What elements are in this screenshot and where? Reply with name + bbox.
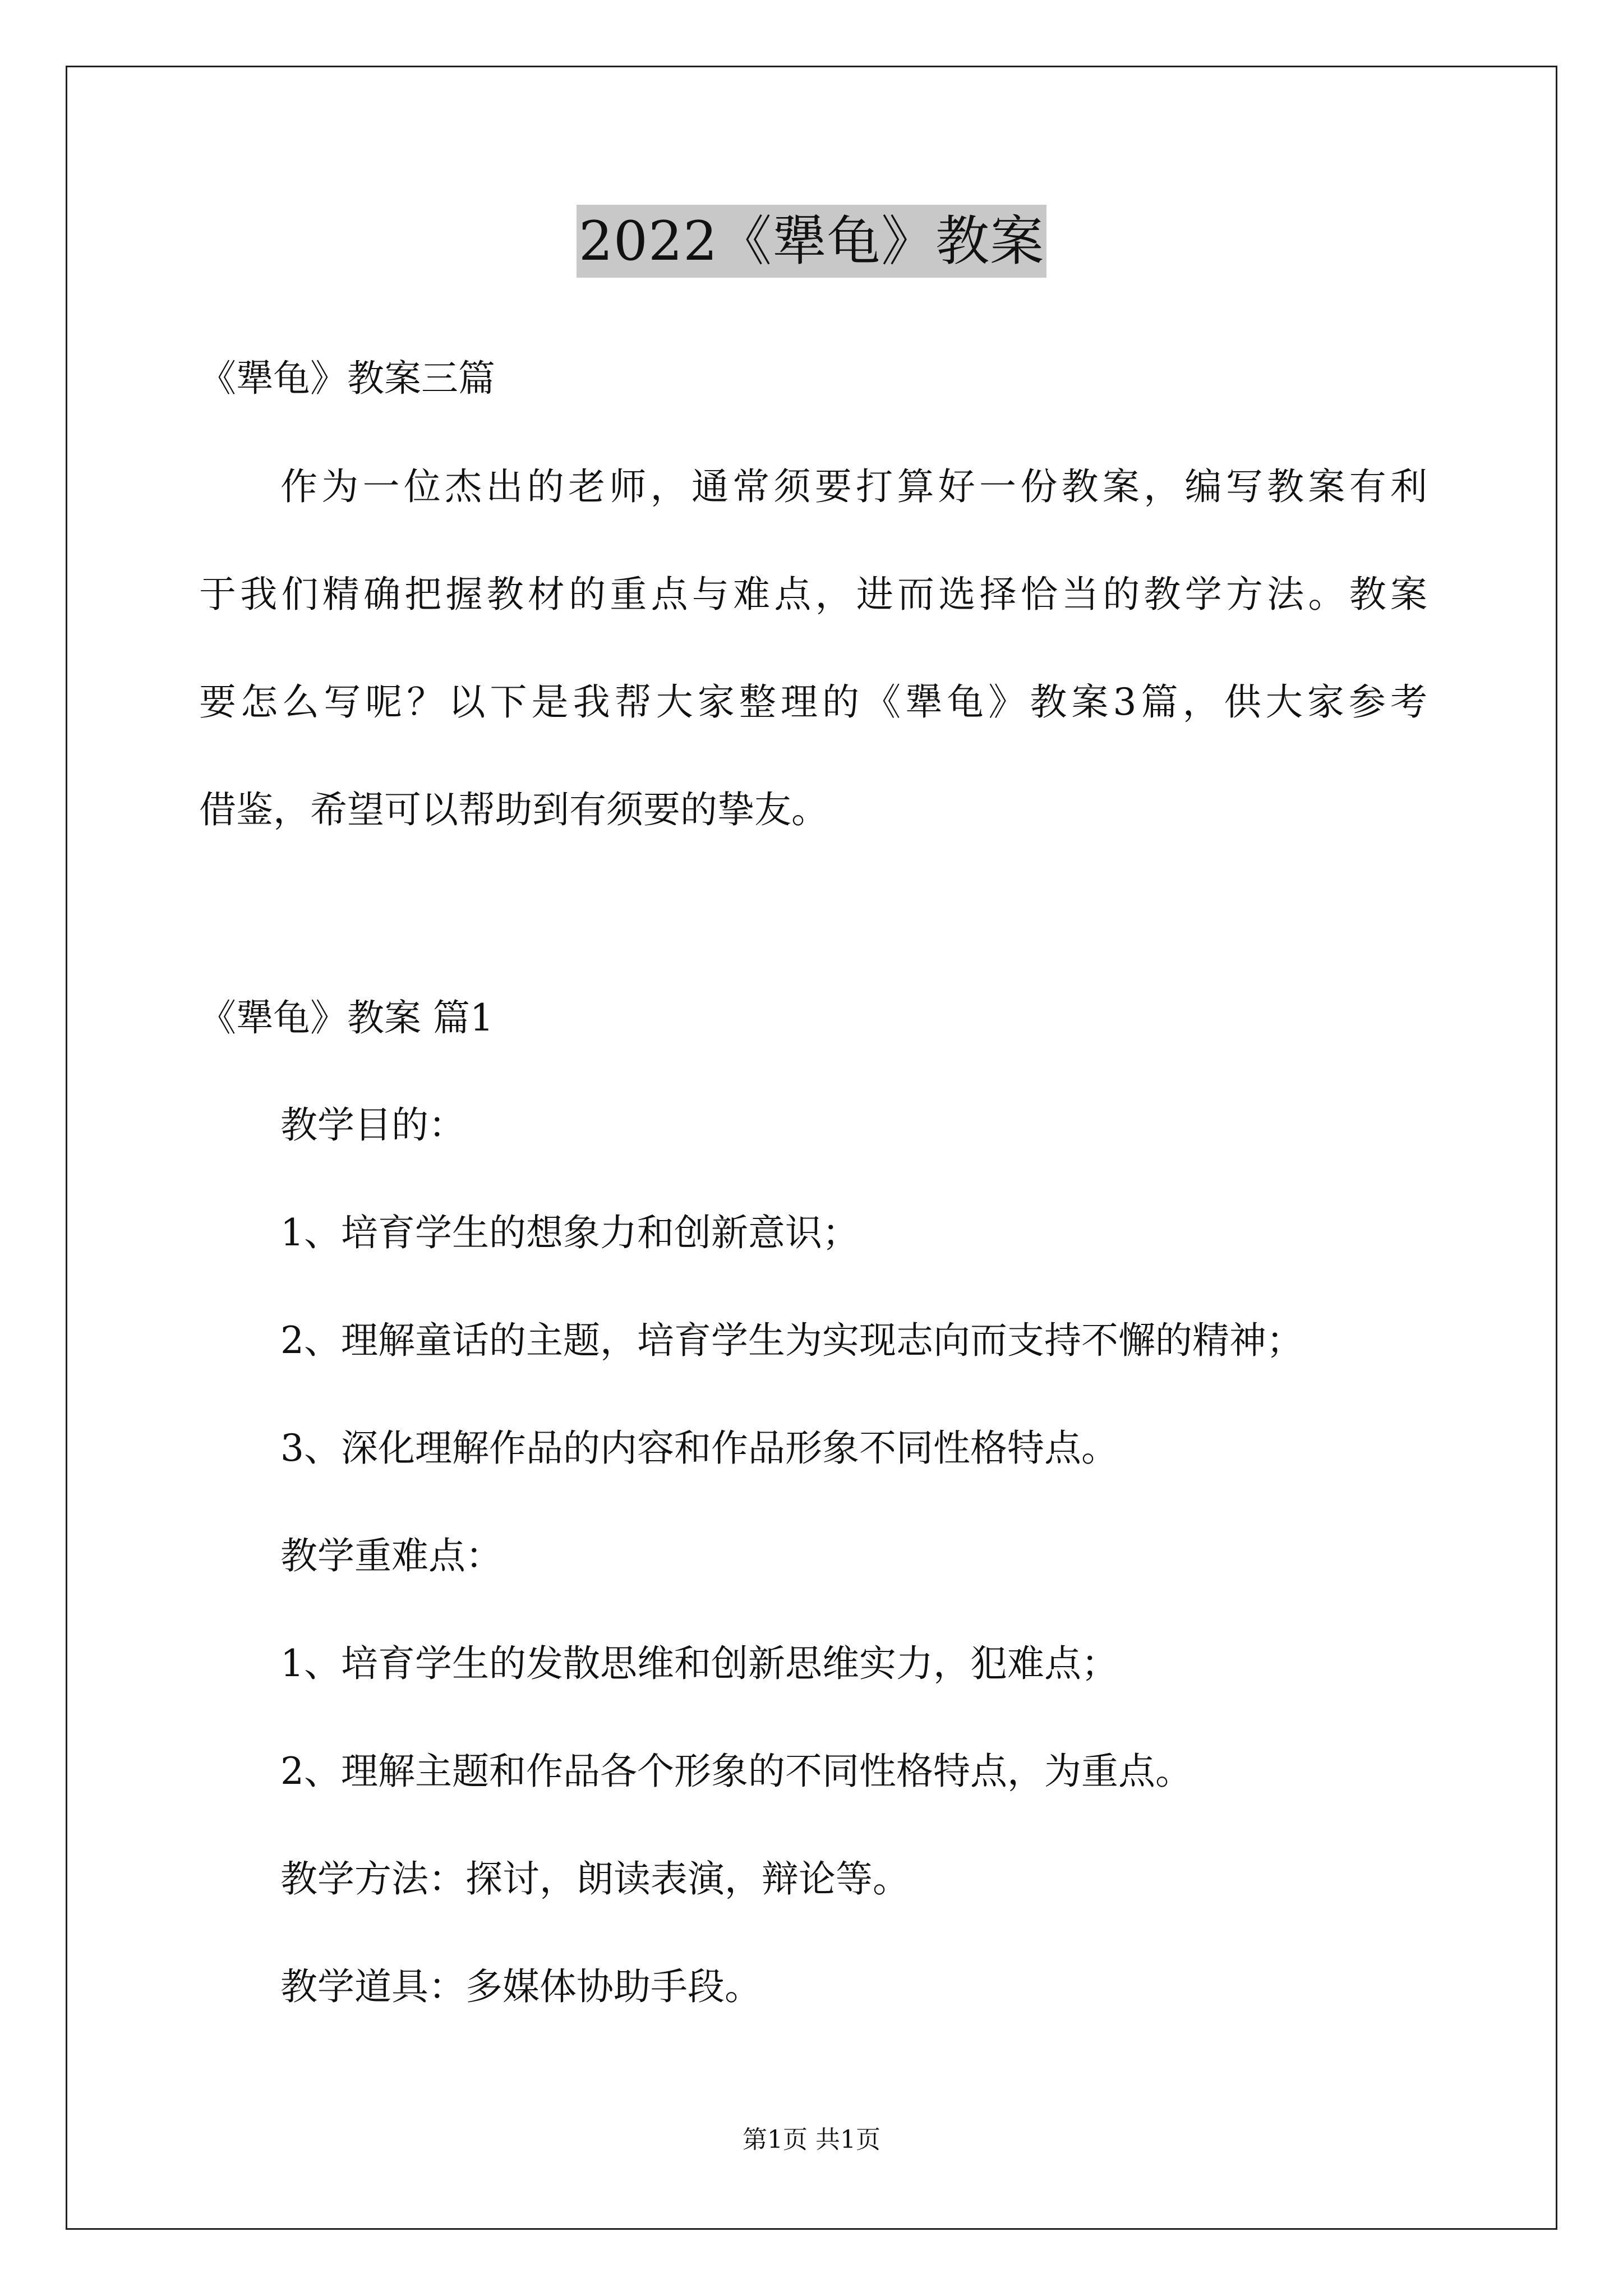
intro-line-2: 于我们精确把握教材的重点与难点，进而选择恰当的教学方法。教案 xyxy=(199,573,1427,616)
list-item: 2、理解童话的主题，培育学生为实现志向而支持不懈的精神； xyxy=(280,1319,1303,1362)
list-item: 3、深化理解作品的内容和作品形象不同性格特点。 xyxy=(280,1427,1118,1470)
document-title: 2022《犟龟》教案 xyxy=(577,205,1046,278)
intro-line-3: 要怎么写呢？以下是我帮大家整理的《犟龟》教案3篇，供大家参考 xyxy=(199,680,1427,724)
document-subtitle: 《犟龟》教案三篇 xyxy=(199,357,495,400)
intro-line-4: 借鉴，希望可以帮助到有须要的挚友。 xyxy=(199,788,828,831)
list-item: 1、培育学生的想象力和创新意识； xyxy=(280,1211,859,1254)
list-item: 教学方法：探讨，朗读表演，辩论等。 xyxy=(280,1857,910,1901)
list-item: 教学目的： xyxy=(280,1103,465,1147)
intro-line-1: 作为一位杰出的老师，通常须要打算好一份教案，编写教案有利 xyxy=(280,465,1427,508)
list-item: 教学重难点： xyxy=(280,1534,502,1577)
page-footer: 第1页 共1页 xyxy=(743,2125,880,2154)
list-item: 2、理解主题和作品各个形象的不同性格特点，为重点。 xyxy=(280,1750,1192,1793)
list-item: 教学道具：多媒体协助手段。 xyxy=(280,1965,762,2008)
list-item: 1、培育学生的发散思维和创新思维实力，犯难点； xyxy=(280,1642,1118,1685)
title-container xyxy=(0,205,1623,278)
section-heading: 《犟龟》教案 篇1 xyxy=(199,996,494,1039)
